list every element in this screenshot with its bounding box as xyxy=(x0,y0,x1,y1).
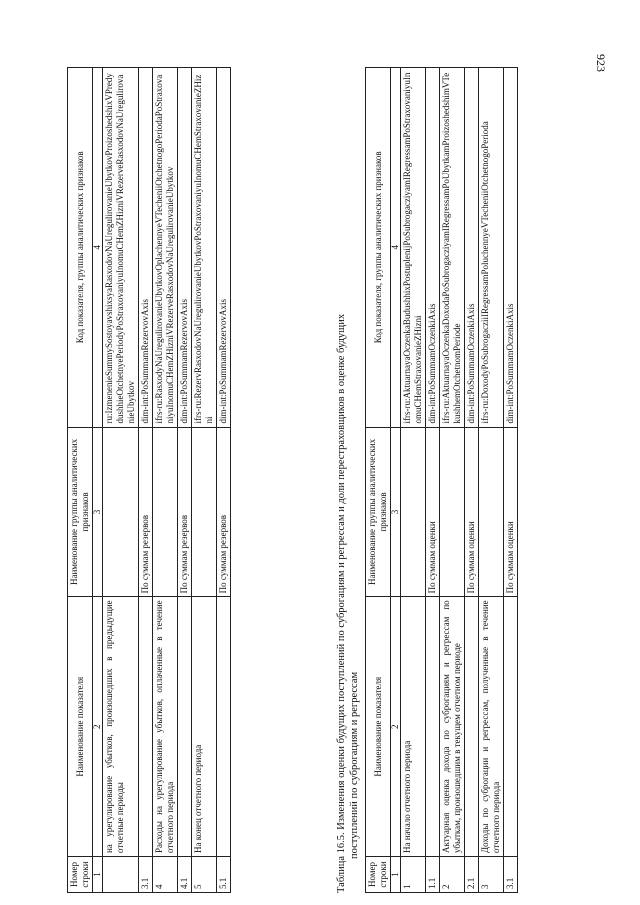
row-number: 1.1 xyxy=(426,857,440,893)
column-number: 1 xyxy=(391,857,401,893)
header-group-name: Наименование группы аналитических признаков xyxy=(366,427,391,597)
indicators-table-top xyxy=(67,67,231,893)
indicator-code: dim-int:PoSummamRezervovAxis xyxy=(139,68,153,428)
table-row xyxy=(153,68,178,893)
table-row xyxy=(139,68,153,893)
indicator-code: ifrs-ru:DoxodyPoSubrogacziiIRegressamPoluchennyeVTecheniiOtchetnogoPerioda xyxy=(479,68,504,428)
table-caption xyxy=(335,67,361,893)
page-number: 923 xyxy=(594,54,608,72)
row-number: 5.1 xyxy=(217,857,231,893)
column-number: 3 xyxy=(93,427,103,597)
group-name: По суммам резервов xyxy=(178,427,192,597)
table-row xyxy=(504,68,518,893)
header-code: Код показателя, группы аналитических признаков xyxy=(68,68,93,428)
header-indicator-name: Наименование показателя xyxy=(366,597,391,857)
group-name xyxy=(153,427,178,597)
group-name xyxy=(192,427,217,597)
indicator-code: ifrs-ru:RasxodyNaUregulirovanieUbytkovOplachennyeVTecheniiOtchetnogoPeriodaPoStraxovaniyuInomuCHemZHizniVRezerveRasxodovNaUregulirovanieUbytkov xyxy=(153,68,178,428)
column-number: 2 xyxy=(391,597,401,857)
row-number: 3.1 xyxy=(504,857,518,893)
column-number-row xyxy=(93,68,103,893)
group-name xyxy=(401,427,426,597)
indicator-name: Актуарная оценка дохода по суброгациям и регрессам по убыткам, произошедшим в текущем отчетном периоде xyxy=(440,597,465,857)
indicator-code: dim-int:PoSummamRezervovAxis xyxy=(217,68,231,428)
rotated-page-content xyxy=(67,67,627,893)
table-row xyxy=(440,68,465,893)
indicator-name xyxy=(504,597,518,857)
table-row xyxy=(217,68,231,893)
column-number: 2 xyxy=(93,597,103,857)
indicator-name xyxy=(178,597,192,857)
header-indicator-name: Наименование показателя xyxy=(68,597,93,857)
indicators-table-bottom xyxy=(365,67,518,893)
column-number: 1 xyxy=(93,857,103,893)
header-group-name: Наименование группы аналитических признаков xyxy=(68,427,93,597)
group-name: По суммам оценки xyxy=(426,427,440,597)
row-number xyxy=(103,857,139,893)
indicator-name xyxy=(465,597,479,857)
group-name: По суммам резервов xyxy=(139,427,153,597)
indicator-code: dim-int:PoSummamRezervovAxis xyxy=(178,68,192,428)
row-number: 3 xyxy=(479,857,504,893)
indicator-code: dim-int:PoSummamOczenkiAxis xyxy=(504,68,518,428)
indicator-code: ifrs-ru:RezervRasxodovNaUregulirovanieUbytkovPoStraxovaniyuInomuCHemStraxovanieZHizni xyxy=(192,68,217,428)
table-row xyxy=(465,68,479,893)
table-row xyxy=(426,68,440,893)
group-name xyxy=(479,427,504,597)
row-number: 4 xyxy=(153,857,178,893)
header-row-number: Номер строки xyxy=(366,857,391,893)
group-name: По суммам резервов xyxy=(217,427,231,597)
indicator-name: на урегулирование убытков, произошедших в предыдущие отчетные периоды xyxy=(103,597,139,857)
table-row xyxy=(401,68,426,893)
row-number: 1 xyxy=(401,857,426,893)
table-row xyxy=(103,68,139,893)
indicator-code: ifrs-ru:AktuarnayaOczenkaDoxodaPoSubrogacziyamIRegressamPoUbytkamProizoshedshimVTekushhemOtchetnomPeriode xyxy=(440,68,465,428)
indicator-name xyxy=(426,597,440,857)
row-number: 2.1 xyxy=(465,857,479,893)
column-number: 3 xyxy=(391,427,401,597)
row-number: 2 xyxy=(440,857,465,893)
indicator-name: На начало отчетного периода xyxy=(401,597,426,857)
header-code: Код показателя, группы аналитических признаков xyxy=(366,68,391,428)
indicator-code: ru:IzmenenieSummySostoyavshixsyaRasxodovNaUregulirovanieUbytkovProizoshedshixVPredydushhieOtchetnyePeriodyPoStraxovaniyuInomuCHemZHizniVRezerveRasxodovNaUregulirovanieUbytkov xyxy=(103,68,139,428)
table-row xyxy=(178,68,192,893)
table-row xyxy=(192,68,217,893)
indicator-name xyxy=(217,597,231,857)
indicator-name: На конец отчетного периода xyxy=(192,597,217,857)
table-header-row xyxy=(68,68,93,893)
group-name xyxy=(440,427,465,597)
row-number: 4.1 xyxy=(178,857,192,893)
indicator-name: Доходы по суброгации и регрессам, полученные в течение отчетного периода xyxy=(479,597,504,857)
header-row-number: Номер строки xyxy=(68,857,93,893)
column-number: 4 xyxy=(93,68,103,428)
group-name xyxy=(103,427,139,597)
group-name: По суммам оценки xyxy=(465,427,479,597)
indicator-code: ifrs-ru:AktuarnayaOczenkaBudushhixPostuplenijPoSubrogacziyamIRegressamPoStraxovaniyuInomuCHemStraxovanieZHizni xyxy=(401,68,426,428)
indicator-code: dim-int:PoSummamOczenkiAxis xyxy=(465,68,479,428)
group-name: По суммам оценки xyxy=(504,427,518,597)
indicator-name xyxy=(139,597,153,857)
row-number: 3.1 xyxy=(139,857,153,893)
caption-line-1: Таблица 16.5. Изменения оценки будущих поступлений по суброгациям и регрессам и доли перестраховщиков в оценке будущих xyxy=(336,313,347,893)
indicator-code: dim-int:PoSummamOczenkiAxis xyxy=(426,68,440,428)
column-number-row xyxy=(391,68,401,893)
table-header-row xyxy=(366,68,391,893)
table-row xyxy=(479,68,504,893)
indicator-name: Расходы на урегулирование убытков, оплаченные в течение отчетного периода xyxy=(153,597,178,857)
column-number: 4 xyxy=(391,68,401,428)
row-number: 5 xyxy=(192,857,217,893)
caption-line-2: поступлений по суброгациям и регрессам xyxy=(349,671,360,859)
